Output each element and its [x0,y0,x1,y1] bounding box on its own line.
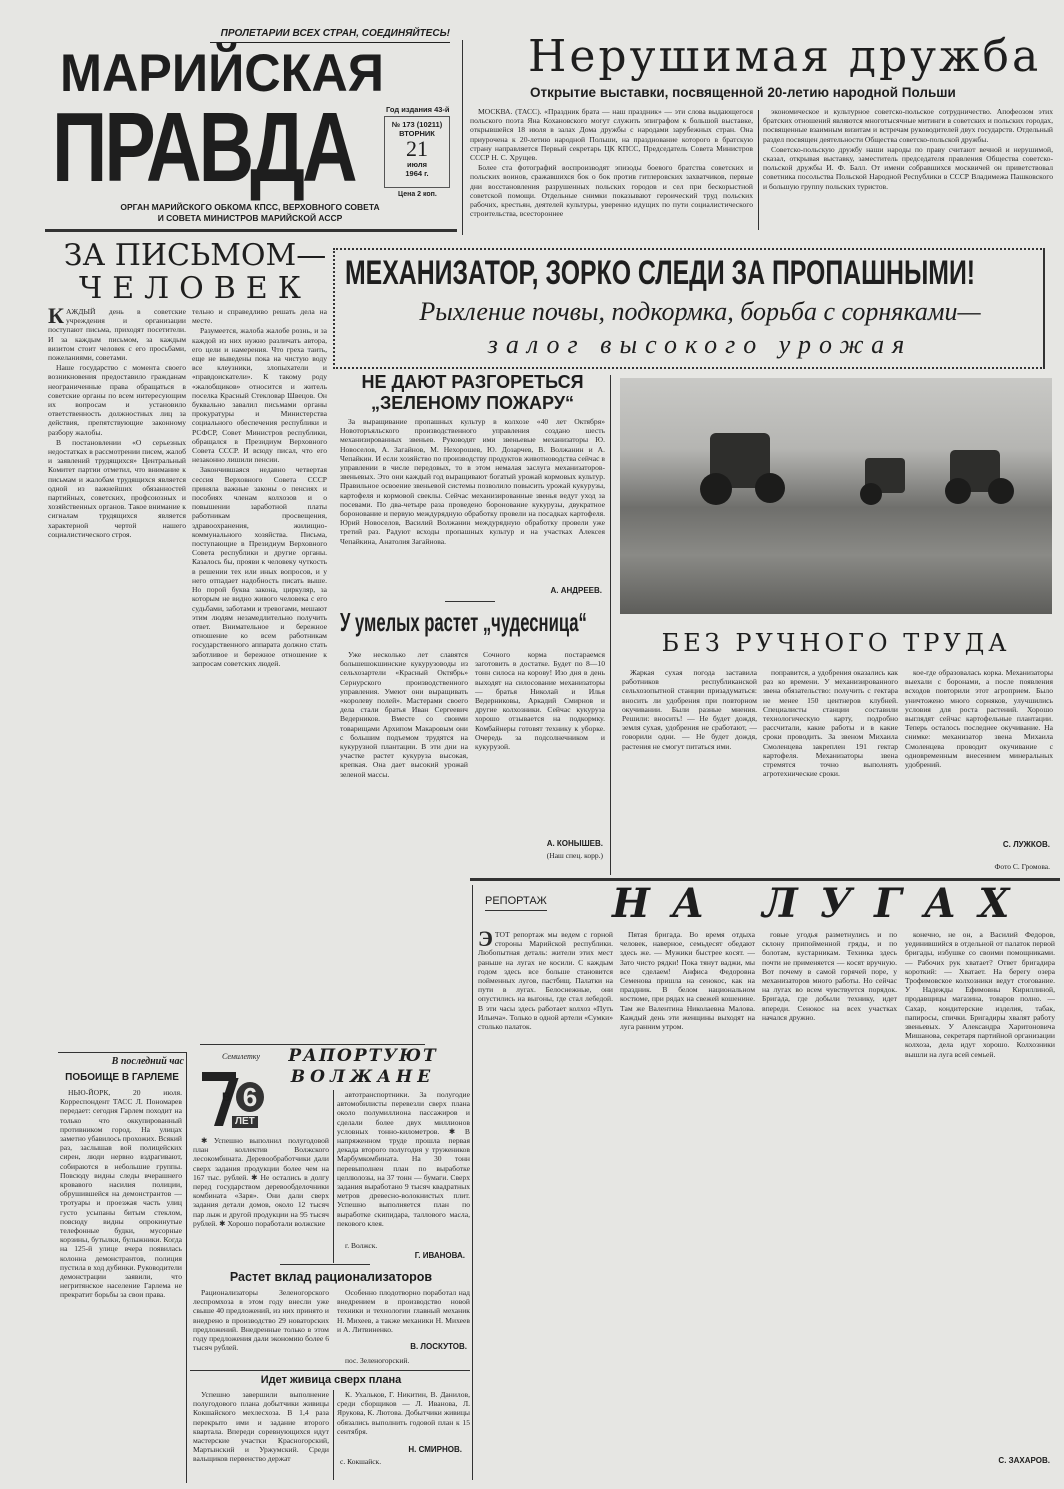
bottom-left-divider [472,885,473,1480]
masthead-title-line2: ПРАВДА [52,92,355,203]
volga-col2-text: автотранспортники. За полугодие автомобилисты перевезли сверх плана около полумиллиона пассажиров и сделали более двух миллионов условных тонно-километров. ✱ В напряженном труде прошла первая декада второго полугодия у тружеников Марбумкомбината. На 30 тонн перевыполнен план по выработке целлюлозы, на 37 тонн — бумаги. Сверх задания выработано 9 тысяч квадратных метров древесно-волокнистых плит. Успешно выполняется план по выработке скипидара, таллового масла, пекового клея. [337,1090,470,1228]
mech-sub1: Рыхление почвы, подкормка, борьба с сорняками— [419,297,981,326]
resin-col2-text: К. Ухальков, Г. Никитин, В. Данилов, среди сборщиков — Л. Иванова, Л. Ярукова, К. Лютова. Добытчики живицы обязались выполнить годовой план к 15 сентября. [337,1390,470,1436]
logo-number: 6 [236,1082,264,1112]
issue-date-box [384,116,450,188]
fire-body-text: За выращивание пропашных культур в колхозе «40 лет Октября» Новоторъяльского производственного управления создано шесть механизированных звеньев. Руководят ими звеньевые механизаторы Ю. Новоселов, А. Загайнов, М. Нехорошев, Ю. Дозарчев, В. Волжанин и А. Чепайкин. И если хозяйство по производству продуктов животноводства сейчас в управлении в числе передовых, то в этом немалая заслуга механизаторов-звеньевых. Это они каждый год выращивают богатый урожай кормовых культур. Правильное освоение звеньевой системы позволило повысить урожай кукурузы, картофеля и кормовой свеклы. Сейчас механизированные звенья ведут уход за посевами. По два-четыре раза проведено боронование кукурузы, двукратное боронование и первую междурядную обработку провели на посадках картофеля. Юрий Новоселов, Василий Волжанин междурядную обработку провели уже третий раз. Радуют всходы пропашных культур и на участках Алексея Чепайкина, Анатолия Загайнова. [340,417,605,546]
last-hour-body [60,1088,182,1478]
tractor-field-photo [620,378,1052,614]
volga-top-rule [200,1044,425,1045]
meadows-col1 [478,930,613,1480]
volga-col-divider [333,1090,334,1263]
volga-col2 [337,1090,470,1238]
fire-divider [610,375,611,875]
year-of-issue: Год издания 43-й [386,105,450,114]
volga-col1-text: ✱ Успешно выполнил полугодовой план коллектив Волжского лесокомбината. Деревообработчики дали сверх задания продукции более чем на 167 тыс. рублей. ✱ Не остались в долгу перед государством деревообделочники комбината «Заря». Они дали сверх задания детали домов, около 12 тысяч пар лыж и другой продукции на 95 тысяч рублей. ✱ Хорошо поработали волжские [193,1136,329,1228]
manual-headline: БЕЗ РУЧНОГО ТРУДА [661,629,1011,657]
meadows-author: С. ЗАХАРОВ. [998,1456,1050,1465]
letters-dropcap: К [48,307,64,328]
resin-col-divider [333,1390,334,1480]
mech-sub2: залог высокого урожая [487,330,913,359]
meadows-headline: НА ЛУГАХ [612,880,1032,927]
fire-body [340,417,605,582]
wonder-headline: У умелых растет „чудесница“ [340,607,587,637]
wonder-col2-text: Сочного корма постараемся заготовить в достатке. Будет по 8—10 тонн силоса на корову! Изо дня в день выходят на силосование механизаторы — братья Николай и Илья Ведерниковы, Аркадий Смирнов и другие колхозники. Сейчас кукуруза хорошо отзывается на подкормку. Комбайнеры готовят технику к уборке. Очередь за подсолнечником и кукурузой. [475,650,605,752]
rational-col2 [337,1288,470,1338]
fire-headline-line1: НЕ ДАЮТ РАЗГОРЕТЬСЯ [361,372,584,392]
lead-subhead: Открытие выставки, посвященной 20-летию народной Польши [530,85,956,100]
organ-line1: ОРГАН МАРИЙСКОГО ОБКОМА КПСС, ВЕРХОВНОГО СОВЕТА [120,202,380,212]
lead-col1-p1: МОСКВА. (ТАСС). «Праздник брата — наш праздник» — эти слова выдающегося польского поэта Яна Кохановского могут служить эпиграфом к большой выставке, открывшейся 18 июля в залах Дома дружбы с народами зарубежных стран. Она приурочена к 20-летию народной Польши, на празднование которого в братскую страну направляется Первый секретарь ЦК КПСС, Председатель Совета Министров СССР Н. С. Хрущев. [470,107,753,163]
resin-col1-text: Успешно завершили выполнение полугодового плана добытчики живицы Кокшайского мехлесхоза. В 1,4 раза перекрыто ими и задание второго квартала. Впереди соревнующихся идут мастерские участки Красногорский, Мартынский и Уржумский. Среди вальщиков первенство держат [193,1390,329,1464]
fire-headline-line2: „ЗЕЛЕНОМУ ПОЖАРУ“ [370,393,575,413]
last-hour-body-text: НЬЮ-ЙОРК, 20 июля. Корреспондент ТАСС Л. Пономарев передает: сегодня Гарлем походит на только что оккупированный противником город. На улицах заметно убавилось прохожих. Всякий раз, заслышав вой полицейских сирен, люди нервно вздрагивают, собираются в небольшие группы. Повсюду видны следы вчерашнего кровавого насилия полиции, обрушившейся на демонстрантов — тротуары и проезжая часть улиц густо усыпаны битым стеклом, повсюду видны опрокинутые телефонные будки, мусорные корзины, бутылки, булыжники. Когда на 125-й улице вчера появилась колонна демонстрантов, полиция пустила в ход дубинки. Руководители демонстрации заявили, что негритянское население Гарлема не прекратит борьбы за свои права. [60,1088,182,1300]
manual-col3 [905,668,1053,833]
masthead-title-line1: МАРИЙСКАЯ [60,44,384,103]
letters-p4: тельно и справедливо решать дела на месте. [192,307,327,326]
mech-headline: МЕХАНИЗАТОР, ЗОРКО СЛЕДИ ЗА ПРОПАШНЫМИ! [345,254,976,292]
lead-col2-p2: Советско-польскую дружбу наши народы по праву считают вечной и нерушимой, сказал, открывая выставку, заместитель председателя правления Общества советско-польской дружбы И. Ф. Балл. От имени собравшихся москвичей он приветствовал советника посольства Польской Народной Республики в СССР Владимежа Пашковского и большую группу польских туристов. [763,144,1053,191]
logo-top-text: Семилетку [222,1052,261,1061]
rational-headline: Растет вклад рационализаторов [229,1270,433,1284]
meadows-col4-text: конечно, не он, а Василий Федоров, уединившийся в отдельной от палаток первой бригады, избушке со своими помощниками. — Рабочих рук хватает? Ответ бригадира короткий: — Хватает. На берегу озера Трофимовское колхозники ведут стогование. У Надежды Ефимовны Кириллиной, продавщицы магазина, товаров полно. — Сахар, кондитерские изделия, табак, папиросы, спички. Бригадиры хвалят работу звеньевых. У Александра Харитоновича Мишанова, секретаря партийной организации колхоза, дела идут хорошо. Колхозники вышли на луга всей семьей. [905,930,1055,1059]
letters-p3: В постановлении «О серьезных недостатках в рассмотрении писем, жалоб и заявлений трудящихся» Центральный Комитет партии отметил, что внимание к письмам и жалобам трудящихся является одной из важнейших обязанностей партийных, советских, профсоюзных и хозяйственных органов. Такое внимание к сигналам трудящихся является характерной чертой нашего социалистического строя. [48,437,186,539]
manual-photo-credit: Фото С. Громова. [994,862,1050,871]
issue-weekday: ВТОРНИК [399,129,435,138]
lead-col1 [470,107,753,227]
letters-p2: Наше государство с момента своего возникновения предоставило гражданам неограниченные права обращаться в советские органы по всем интересующим их вопросам и установило ответственность должностных лиц за действия, препятствующие законному разбору жалобы. [48,363,186,437]
masthead-rule [45,229,457,232]
manual-col2-text: поправится, а удобрения оказались как раз ко времени. У механизированного звена обязательство: получить с гектара не менее 150 центнеров клубней. Специалисты станции составили технологическую карту, подробно рассчитали, какие работы и в какие сроки проводить. За звеном Михаила Смоленцева закреплен 191 гектар картофеля. Механизаторы звена стремятся точно выполнять агротехнические сроки. [763,668,898,779]
volga-bottom-rule [280,1264,370,1265]
manual-col2 [763,668,898,873]
rational-col1 [193,1288,329,1366]
resin-place: с. Кокшайск. [340,1457,382,1466]
volga-col1-main [193,1136,329,1260]
rational-col2-text: Особенно плодотворно поработал над внедрением в производство новой техники и технологии главный механик Н. Михеев, а также механики Н. Михеев и А. Литвиненко. [337,1288,470,1334]
volga-place: г. Волжск. [345,1241,378,1250]
last-hour-headline: ПОБОИЩЕ В ГАРЛЕМЕ [65,1072,179,1083]
seven-year-plan-logo [200,1052,270,1132]
lead-col-divider [758,110,759,230]
resin-headline: Идет живица сверх плана [260,1374,402,1386]
resin-author: Н. СМИРНОВ. [408,1445,462,1454]
wonder-author-note: (Наш спец. корр.) [546,851,603,860]
issue-month: июля [407,160,427,169]
issue-day: 21 [406,136,428,161]
lead-headline: Нерушимая дружба [528,31,1042,82]
manual-col3-text: кое-где образовалась корка. Механизаторы выехали с боронами, а после появления всходов повторили этот агроприем. Было уничтожено много сорняков, улучшились условия для роста растений. Хорошо выглядят сейчас картофельные плантации. Теперь осталось последнее окучивание. На снимке: механизатор звена Михаила Смоленцева проводит окучивание с одновременным внесением минеральных удобрений. [905,668,1053,770]
letters-col1 [48,307,186,1010]
fire-author: А. АНДРЕЕВ. [550,586,602,595]
meadows-rubric: РЕПОРТАЖ [485,895,547,911]
letters-headline-line2: ЧЕЛОВЕК [79,271,311,306]
meadows-col1-text: ТОТ репортаж мы ведем с горной стороны Марийской республики. Любопытная деталь: жители этих мест раньше на лугах не косили. С каждым годом здесь все больше становится пойменных лугов, пастбищ. Палатки на пути в лугах. Белоснежные, они опустились на выгоны, где стал лебедой. В эти часы здесь работает колхоз «Путь Ильича». Только в одной артели «Сумки» столько палаток. [478,930,613,1032]
manual-author: С. ЛУЖКОВ. [1002,840,1050,849]
letters-p6: Закончившаяся недавно четвертая сессия Верховного Совета СССР приняла важные законы о пенсиях и пособиях членам колхозов и о повышении заработной платы работникам просвещения, здравоохранения, жилищно-коммунального хозяйства. Письма, поступающие в Президиум Верховного Совета республики и другие органы. Казалось бы, прояви к человеку чуткость в решении тех или иных вопросов, и у него отпадает надобность писать выше. Но порой буква закона, циркуляр, за которым не видно живого человека с его судьбами, заботами и тревогами, мешают этим людям незамедлительно получить ответ. Внимательное и бережное отношение ко всем работникам государственного аппарата должно стать заботливое и бережное отношение к запросам советских людей. [192,465,327,668]
meadows-col2-text: Пятая бригада. Во время отдыха человек, наверное, семьдесят обедают здесь же. — Мужики быстрее косят. — Зато чисто рядки! Пока тянут ваджи, мы все сделаем! Анфиса Федоровна Семенова пришла на сенокос, как на праздник. В белом национальном костюме, при рядах на свежей кошенине. Там же Валентина Николаевна Малова. Каждый день эти женщины выходят на луга ранним утром. [620,930,755,1032]
rational-place: пос. Зеленогорский. [345,1356,410,1365]
volga-author: Г. ИВАНОВА. [414,1251,465,1260]
lead-col2 [763,107,1053,227]
wonder-col1-text: Уже несколько лет славятся большешокшинские кукурузоводы из сельхозартели «Красный Октябрь» Сернурского производственного управления. Умеют они выращивать «королеву полей». Мастерами своего дела стали братья Иван Сергеевич Ведерников. Вместе со своими товарищами Архипом Макаровым они с большим подъемом трудятся на кукурузной плантации. В эти дни на участке растет кукуруза высокая, крепкая. Она дает высокий урожай зеленой массы. [340,650,468,779]
logo-b: В [222,1090,231,1104]
wonder-divider-ornament [445,601,495,602]
meadows-col2 [620,930,755,1480]
resin-col1 [193,1390,329,1480]
manual-col1 [622,668,757,873]
rational-col1-text: Рационализаторы Зеленогорского леспромхоза в этом году внесли уже свыше 40 предложений, из них принято и внедрено в производство 29 новаторских предложений. Внедренные только в этом году предложения дали экономию более 6 тысяч рублей. [193,1288,329,1353]
organ-line2: И СОВЕТА МИНИСТРОВ МАРИЙСКОЙ АССР [157,213,343,223]
lead-col2-p1: экономическое и культурное советско-польское сотрудничество. Апофеозом этих братских отношений являются многотысячные митинги в советских и польских городах, посвященные взаимным визитам и встречам руководителей двух государств. Отдельный раздел посвящен деятельности Общества советско-польской дружбы. [763,107,1053,144]
masthead-slogan: ПРОЛЕТАРИИ ВСЕХ СТРАН, СОЕДИНЯЙТЕСЬ! [210,28,450,43]
letters-p5: Разумеется, жалоба жалобе рознь, и за каждой из них нужно различать автора, его цели и намерения. Что греха таить, еще не выведены пока на чистую воду все клеузники, злопыхатели и «правдоискатели». К такому роду «жалобщиков» относится и житель поселка Красный Стекловар Швецов. Он буквально завалил письмами органы прокуратуры и Министерства социального обеспечения республики и РСФСР, Совет Министров республики, обращался в Президиум Верховного Совета СССР. И всюду писал, что его незаконно лишили пенсии. [192,326,327,465]
issue-year: 1964 г. [405,169,429,178]
volga-headline-line2: ВОЛЖАНЕ [290,1067,436,1087]
rational-author: В. ЛОСКУТОВ. [410,1342,467,1351]
letters-p1: АЖДЫЙ день в советские учреждения и организации поступают письма, приходят посетители. И за каждым письмом, за каждым визитом стоит человек с его просьбами, пожеланиями, советами. [48,307,186,363]
last-hour-rubric: В последний час [111,1056,184,1067]
manual-col1-text: Жаркая сухая погода заставила работников республиканской сельхозопытной станции призадуматься: вносить ли удобрения при повторном окучивании. Были разные мнения. Решили: вносить! — Не будет дождя, земля сухая, удобрения не сработают, — говорили одни. — Не будет дождя, растения не смогут питаться ими. [622,668,757,751]
rational-bottom-rule [190,1370,470,1371]
masthead-divider [462,40,463,235]
price: Цена 2 коп. [398,191,437,198]
meadows-col3-text: говые угодья разметнулись и по склону припойменной гряды, и по болотам, кустарникам. Техника здесь почти не применяется — косят вручную. Вот почему в самой горячей поре, у механизаторов много работы. Но сейчас на лугах во всем чувствуется порядок. Бригада, где добыли технику, идет впереди. Сенокос на всех участках начался дружно. [762,930,897,1022]
resin-col2 [337,1390,470,1440]
wonder-col1 [340,650,468,875]
volga-headline-line1: РАПОРТУЮТ [288,1046,438,1066]
meadows-col4 [905,930,1055,1448]
letters-col2 [192,307,327,1010]
meadows-col3 [762,930,897,1480]
letters-headline-line1: ЗА ПИСЬМОМ— [63,238,327,273]
logo-bottom-text: ЛЕТ [232,1116,258,1128]
wonder-col2 [475,650,605,834]
lead-col1-p2: Более ста фотографий воспроизводят эпизоды боевого братства советских и польских воинов, сражавшихся бок о бок против гитлеровских захватчиков, первые дни восстановления разрушенных польских городов и сел при бескорыстной советской помощи. Отдельные снимки показывают героический труд польских рабочих, крестьян, деятелей культуры, уверенно идущих по пути социалистического строительства, всестороннее [470,163,753,219]
wonder-author: А. КОНЫШЕВ. [546,839,603,848]
meadows-dropcap: Э [478,930,493,951]
issue-number: № 173 (10211) [391,120,443,129]
